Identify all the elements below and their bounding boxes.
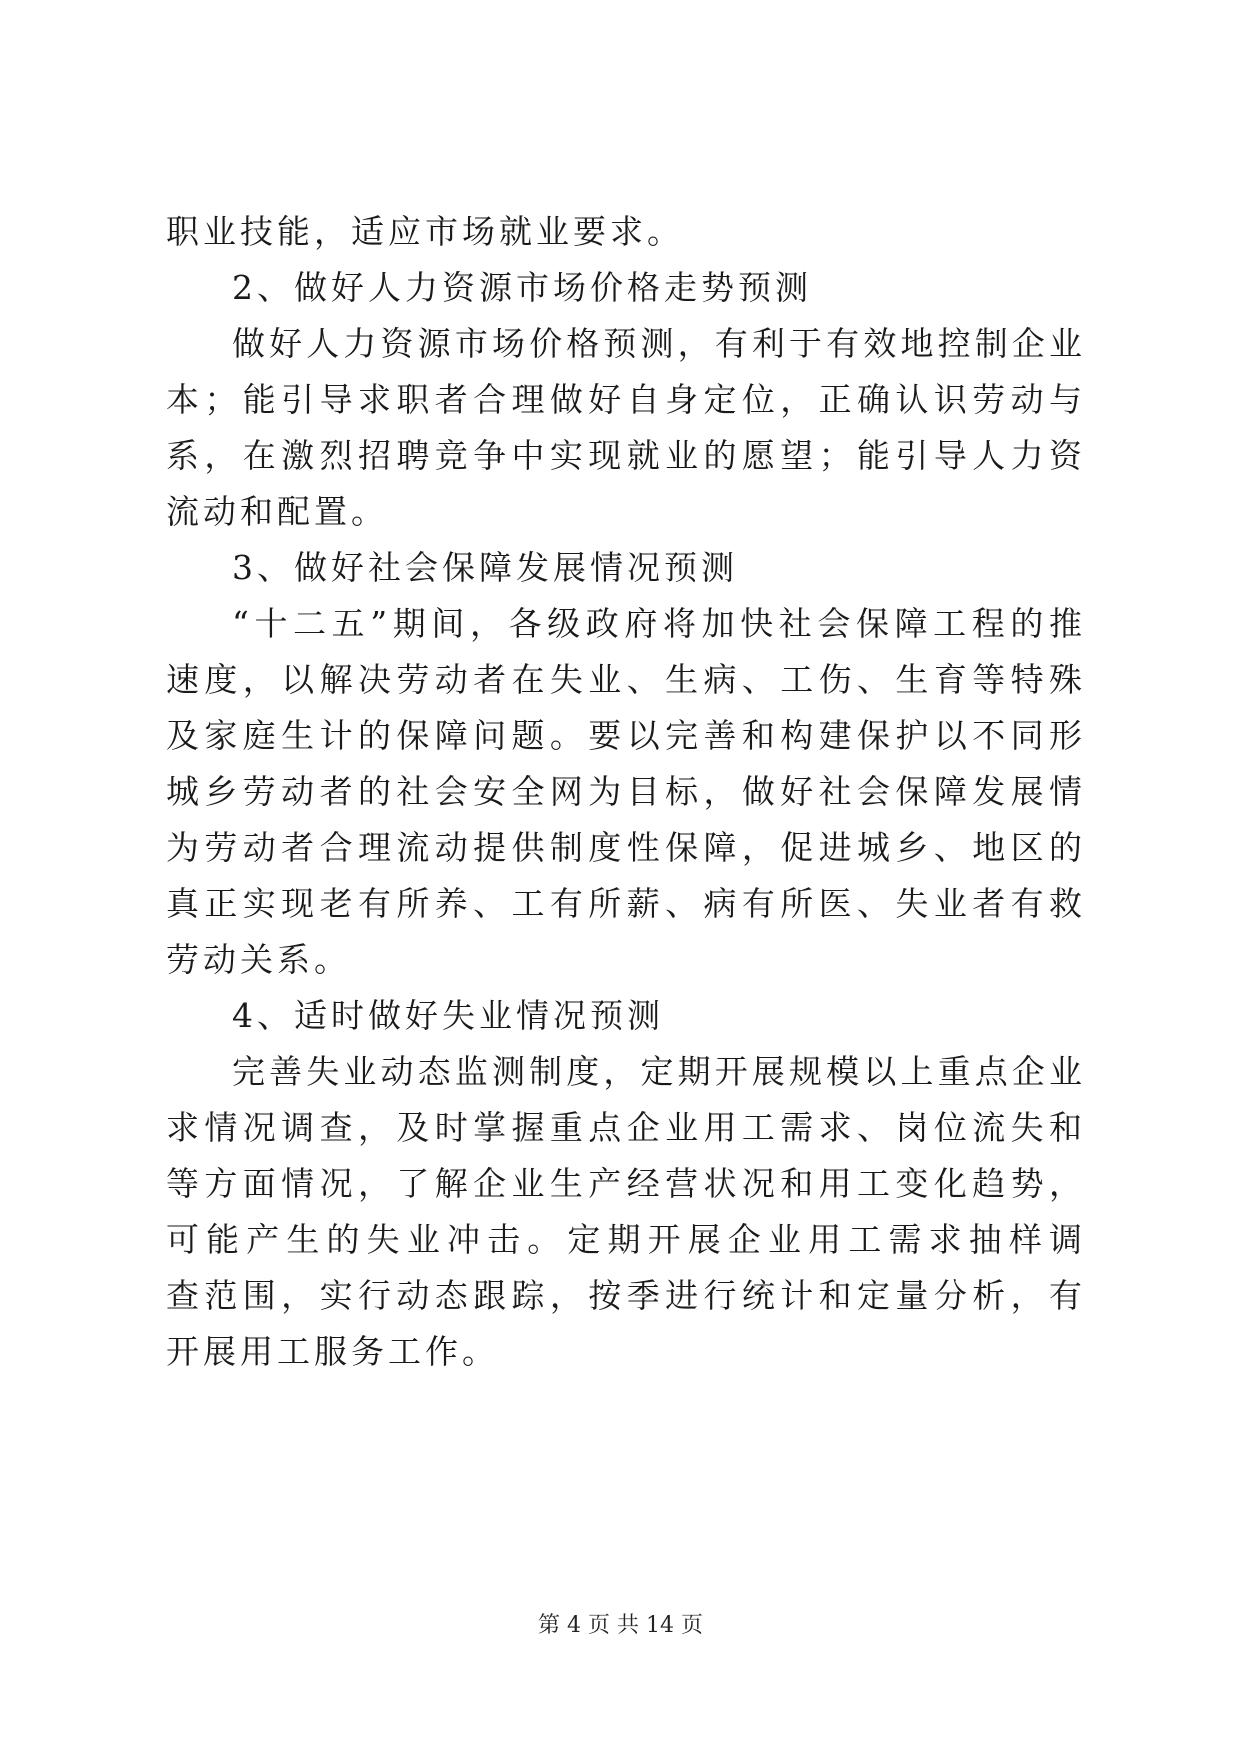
body-text-line: 及家庭生计的保障问题。要以完善和构建保护以不同形: [166, 716, 1086, 755]
body-text-line: 做好人力资源市场价格预测，有利于有效地控制企业: [232, 324, 1086, 363]
body-text-line: 等方面情况，了解企业生产经营状况和用工变化趋势，: [166, 1164, 1086, 1203]
body-text-line: 求情况调查，及时掌握重点企业用工需求、岗位流失和: [166, 1108, 1086, 1147]
page-number-footer: 第 4 页 共 14 页: [538, 1613, 703, 1638]
body-text-line: 为劳动者合理流动提供制度性保障，促进城乡、地区的: [166, 828, 1086, 867]
body-text-line: 可能产生的失业冲击。定期开展企业用工需求抽样调: [166, 1220, 1086, 1259]
body-text-line: 真正实现老有所养、工有所薪、病有所医、失业者有救: [166, 884, 1086, 923]
body-text-line: 查范围，实行动态跟踪，按季进行统计和定量分析，有: [166, 1276, 1086, 1315]
section-heading: 4、适时做好失业情况预测: [232, 996, 664, 1035]
body-text-line: 速度，以解决劳动者在失业、生病、工伤、生育等特殊: [166, 660, 1086, 699]
section-heading: 2、做好人力资源市场价格走势预测: [232, 268, 812, 307]
body-text-line: “十二五”期间，各级政府将加快社会保障工程的推: [232, 604, 1086, 643]
body-text-line: 职业技能，适应市场就业要求。: [166, 212, 684, 251]
body-text-line: 本；能引导求职者合理做好自身定位，正确认识劳动与: [166, 380, 1086, 419]
body-text-line: 开展用工服务工作。: [166, 1332, 499, 1371]
body-text-line: 完善失业动态监测制度，定期开展规模以上重点企业: [232, 1052, 1086, 1091]
body-text-line: 系，在激烈招聘竞争中实现就业的愿望；能引导人力资: [166, 436, 1086, 475]
body-text-line: 流动和配置。: [166, 492, 388, 531]
body-text-line: 城乡劳动者的社会安全网为目标，做好社会保障发展情: [166, 772, 1086, 811]
section-heading: 3、做好社会保障发展情况预测: [232, 548, 738, 587]
body-text-line: 劳动关系。: [166, 940, 351, 979]
